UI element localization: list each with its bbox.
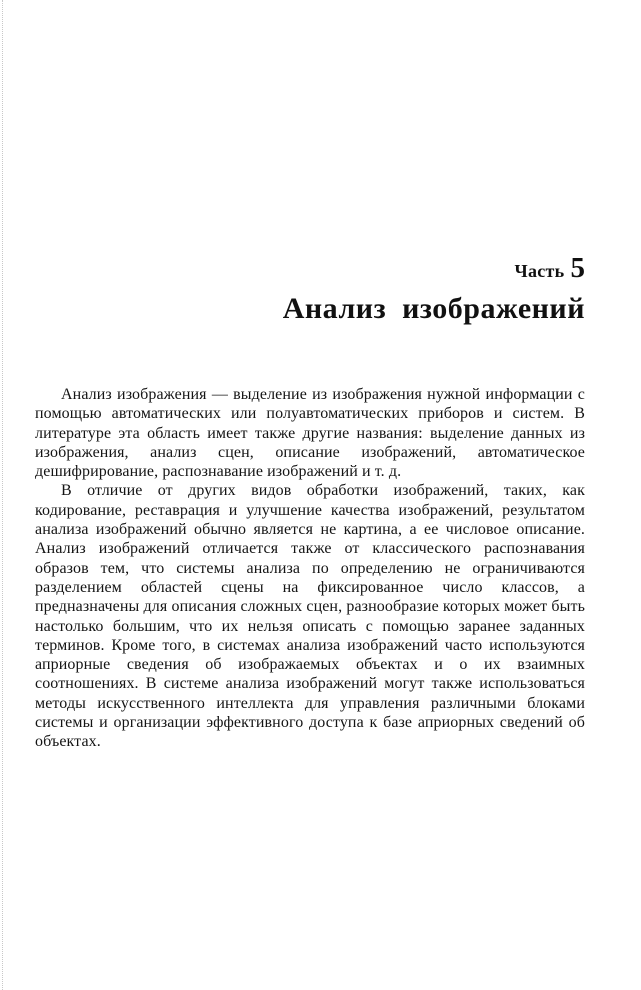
body-text	[35, 385, 585, 752]
part-number: 5	[570, 252, 585, 284]
paragraph: В отличие от других видов обработки изображений, таких, как кодирование, реставрация и улучшение качества изображений, результатом анализа изображений обычно является не картина, а ее числовое описание. Анализ изображений отличается также от классического распознавания образов тем, что системы анализа по определению не ограничиваются разделением областей сцены на фиксированное число классов, а предназначены для описания сложных сцен, разнообразие которых может быть настолько большим, что их нельзя описать с помощью заранее заданных терминов. Кроме того, в системах анализа изображений часто используются априорные сведения об изображаемых объектах и о их взаимных соотношениях. В системе анализа изображений могут также использоваться методы искусственного интеллекта для управления различными блоками системы и организации эффективного доступа к базе априорных сведений об объектах.	[35, 482, 585, 751]
page-edge-dots	[2, 0, 4, 990]
part-label: Часть	[514, 261, 565, 281]
paragraph: Анализ изображения — выделение из изображения нужной информации с помощью автоматических или полуавтоматических приборов и систем. В литературе эта область имеет также другие названия: выделение данных из изображения, анализ сцен, описание изображений, автоматическое дешифрирование, распознавание изображений и т. д.	[35, 386, 585, 481]
chapter-title: Анализ изображений	[282, 292, 585, 325]
part-heading	[514, 252, 585, 285]
